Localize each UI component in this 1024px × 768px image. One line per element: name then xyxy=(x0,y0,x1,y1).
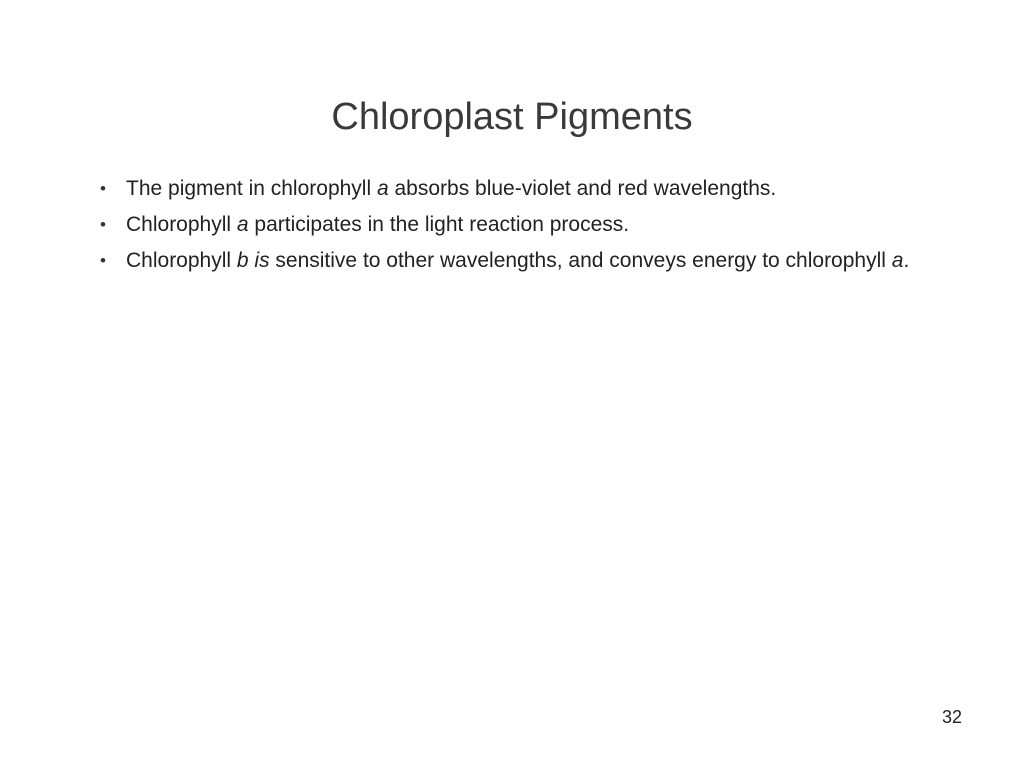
bullet-icon: • xyxy=(100,215,106,234)
list-item xyxy=(100,212,950,238)
bullet-list xyxy=(100,176,950,284)
bullet-text: sensitive to other wavelengths, and conveys energy to chlorophyll xyxy=(269,249,892,272)
bullet-text: participates in the light reaction process. xyxy=(248,213,630,236)
page-number: 32 xyxy=(941,707,962,727)
bullet-text: Chlorophyll xyxy=(126,249,237,272)
list-item xyxy=(100,176,950,202)
italic-term: a xyxy=(376,177,389,200)
slide-title: Chloroplast Pigments xyxy=(331,96,693,138)
bullet-text: absorbs blue-violet and red wavelengths. xyxy=(388,177,777,200)
bullet-icon: • xyxy=(100,251,106,270)
list-item xyxy=(100,248,950,274)
italic-term: b is xyxy=(236,249,270,272)
bullet-text: The pigment in chlorophyll xyxy=(126,177,377,200)
bullet-text: Chlorophyll xyxy=(126,213,237,236)
italic-term: a xyxy=(891,249,904,272)
bullet-text: . xyxy=(903,249,910,272)
italic-term: a xyxy=(236,213,249,236)
bullet-icon: • xyxy=(100,179,106,198)
